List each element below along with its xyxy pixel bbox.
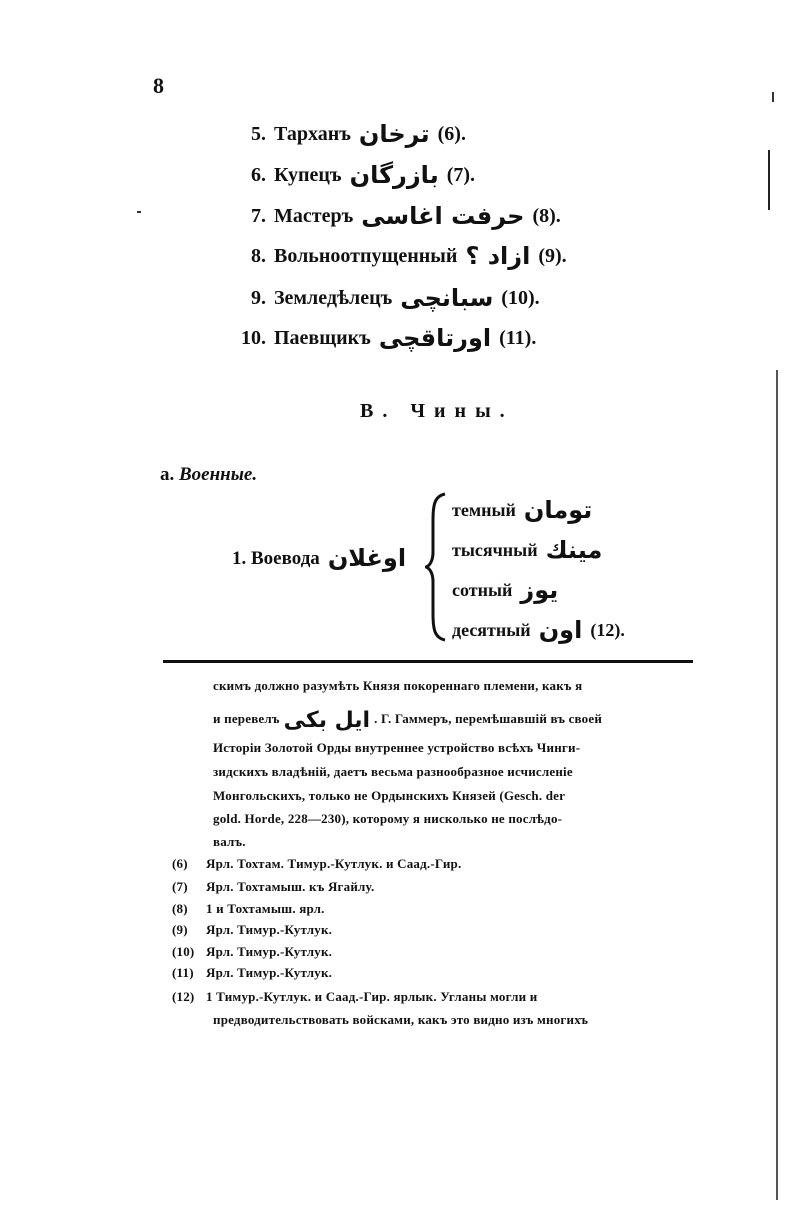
footnote-line: предводительствовать войсками, какъ это видно изъ многихъ [213,1012,589,1027]
item-term: Мастеръ [274,205,354,227]
subrank-term: десятный [452,620,531,640]
page-number: 8 [153,73,164,98]
footnote-item [172,944,332,960]
subrank-arabic: تومان [523,496,593,524]
item-term: Купецъ [274,164,342,186]
rank-term: Воевода [251,548,320,569]
item-number: 10. [241,327,266,349]
subrank-item [452,576,566,604]
footnote-line [213,708,602,733]
footnote-text: Ярл. Тимур.-Кутлук. [206,944,333,959]
footnote-label: (7) [172,879,188,894]
footnote-arabic: ایل بکی [283,708,371,733]
scan-artifact [137,211,141,213]
subrank-item [452,616,625,644]
item-term: Паевщикъ [274,327,371,349]
item-ref: (8). [532,205,561,227]
footnote-text: Ярл. Тимур.-Кутлук. [206,965,333,980]
footnote-line: скимъ должно разумѣть Князя покореннаго племени, какъ я [213,678,583,693]
subrank-arabic: اون [538,616,583,644]
footnote-line: Исторіи Золотой Орды внутреннее устройство всѣхъ Чинги- [213,740,581,755]
section-heading: В. Чины. [360,400,514,422]
item-arabic: ازاد ؟ [465,242,531,270]
footnote-text: 1 и Тохтамыш. ярл. [206,901,325,916]
footnote-item [172,922,332,938]
military-rank [232,544,414,572]
footnote-item [172,901,325,917]
item-term: Вольноотпущенный [274,245,458,267]
list-item [232,324,536,352]
item-arabic: سبانچی [400,284,494,312]
subrank-arabic: مینك [545,536,603,564]
footnote-label: (10) [172,944,195,959]
item-arabic: اورتاقچی [378,324,492,352]
footnote-label: (11) [172,965,194,980]
subrank-item [452,536,610,564]
footnote-line: gold. Horde, 228—230), которому я нисколько не послѣдо- [213,811,563,826]
footnote-text: Ярл. Тохтам. Тимур.-Кутлук. и Саад.-Гир. [206,856,462,871]
sub-heading-title: Военные. [179,464,258,485]
subrank-term: тысячный [452,540,538,560]
scan-artifact [772,92,774,102]
footnote-text: . Г. Гаммеръ, перемѣшавшій въ своей [374,711,603,726]
item-ref: (7). [446,164,476,186]
footnote-item [172,965,332,981]
footnote-line: зидскихъ владѣній, даетъ весьма разнообразное исчисленіе [213,764,573,779]
curly-brace-icon [425,492,449,642]
subrank-ref: (12). [590,620,625,640]
list-item [232,120,466,148]
footnote-text: Ярл. Тохтамыш. къ Ягайлу. [206,879,375,894]
subrank-arabic: یوز [520,576,559,604]
list-item [232,242,567,270]
item-number: 6. [251,164,266,186]
subrank-item [452,496,600,524]
item-ref: (11). [499,327,537,349]
subrank-term: темный [452,500,516,520]
scan-artifact [776,370,778,1200]
item-ref: (10). [501,287,540,309]
item-term: Тарханъ [274,123,351,145]
footnote-label: (12) [172,989,195,1004]
subrank-term: сотный [452,580,513,600]
item-ref: (9). [538,245,567,267]
footnote-divider [163,660,693,663]
footnote-item [172,856,461,872]
item-number: 7. [251,205,266,227]
rank-number: 1. [232,548,247,569]
list-item [232,161,475,189]
footnote-text: 1 Тимур.-Кутлук. и Саад.-Гир. ярлык. Угланы могли и [206,989,538,1004]
footnote-label: (8) [172,901,188,916]
footnote-text: Ярл. Тимур.-Кутлук. [206,922,333,937]
footnote-item [172,879,374,895]
sub-heading-letter: а. [160,464,175,485]
footnote-line: валъ. [213,834,246,849]
item-number: 5. [251,123,266,145]
item-number: 9. [251,287,266,309]
list-item [232,284,540,312]
scan-artifact [768,150,770,210]
footnote-item [172,989,537,1005]
footnote-label: (9) [172,922,188,937]
footnote-line: Монгольскихъ, только не Ордынскихъ Князей (Gesch. der [213,788,566,803]
item-arabic: بازرگان [349,161,439,189]
rank-arabic: اوغلان [327,544,407,572]
footnote-label: (6) [172,856,188,871]
sub-heading [160,464,257,486]
footnote-text: и перевелъ [213,711,280,726]
item-number: 8. [251,245,266,267]
list-item [232,202,561,230]
item-arabic: ترخان [358,120,430,148]
item-term: Земледѣлецъ [274,287,393,309]
item-ref: (6). [437,123,466,145]
item-arabic: حرفت اغاسی [361,202,525,230]
